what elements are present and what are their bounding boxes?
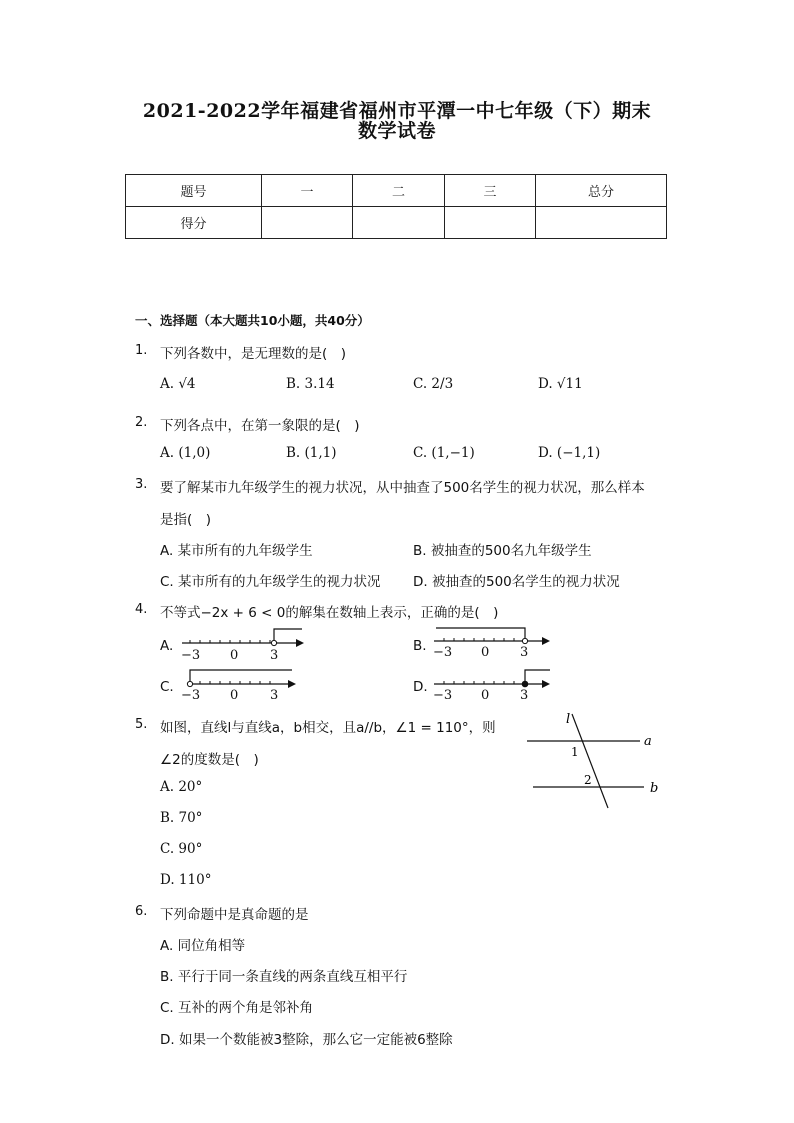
option-b: B. (1,1): [286, 445, 337, 461]
angle-2-label: 2: [584, 773, 592, 787]
option-d: D. 被抽查的500名学生的视力状况: [413, 574, 620, 590]
option-c: C. 互补的两个角是邻补角: [160, 1000, 314, 1016]
option-a: A. 20°: [160, 779, 203, 795]
label-b: b: [650, 781, 659, 796]
option-b: B. 被抽查的500名九年级学生: [413, 543, 592, 559]
table-cell: 得分: [126, 207, 262, 239]
option-c: C. 90°: [160, 841, 203, 857]
axis-label: 0: [481, 688, 490, 703]
page-title: 2021-2022学年福建省福州市平潭一中七年级（下）期末: [142, 100, 652, 122]
option-d: D. (−1,1): [538, 445, 601, 461]
option-b: B. 3.14: [286, 376, 335, 392]
option-d: D.: [413, 679, 428, 695]
option-a: A. (1,0): [160, 445, 211, 461]
table-cell: [353, 207, 445, 239]
option-b: B. 平行于同一条直线的两条直线互相平行: [160, 969, 408, 985]
question-text: 不等式−2x + 6 < 0的解集在数轴上表示，正确的是( ): [160, 605, 499, 621]
table-row: [126, 207, 667, 239]
option-d: D. 110°: [160, 872, 212, 888]
axis-label: −3: [433, 645, 453, 660]
axis-label: 3: [270, 688, 279, 703]
question-text: 要了解某市九年级学生的视力状况，从中抽查了500名学生的视力状况，那么样本: [160, 480, 645, 496]
question-number: 6.: [135, 904, 148, 919]
question-text: 下列各点中，在第一象限的是( ): [160, 418, 360, 434]
table-cell: [536, 207, 667, 239]
axis-label: 0: [481, 645, 490, 660]
axis-label: 0: [230, 648, 239, 663]
axis-label: −3: [181, 688, 201, 703]
angle-1-label: 1: [571, 745, 579, 759]
table-cell: 题号: [126, 175, 262, 207]
label-l: l: [566, 712, 571, 727]
question-number: 5.: [135, 717, 148, 732]
question-number: 2.: [135, 415, 148, 430]
axis-label: −3: [181, 648, 201, 663]
question-text: 下列命题中是真命题的是: [160, 907, 309, 923]
axis-label: 3: [270, 648, 279, 663]
table-cell: [445, 207, 536, 239]
table-cell: [262, 207, 353, 239]
question-number: 4.: [135, 602, 148, 617]
axis-label: 3: [520, 645, 529, 660]
option-d: D. √11: [538, 376, 583, 392]
table-row: [126, 175, 667, 207]
question-text-cont: 是指( ): [160, 512, 212, 528]
option-a: A.: [160, 638, 174, 654]
table-cell: 总分: [536, 175, 667, 207]
question-text: 如图，直线l与直线a，b相交，且a//b，∠1 = 110°，则: [160, 720, 496, 736]
axis-label: 0: [230, 688, 239, 703]
score-table: [125, 174, 667, 239]
table-cell: 二: [353, 175, 445, 207]
option-a: A. 同位角相等: [160, 938, 246, 954]
axis-label: 3: [520, 688, 529, 703]
option-b: B.: [413, 638, 427, 654]
table-cell: 一: [262, 175, 353, 207]
parallel-lines-figure: [520, 708, 670, 812]
table-cell: 三: [445, 175, 536, 207]
question-text-cont: ∠2的度数是( ): [160, 752, 259, 768]
option-c: C. 某市所有的九年级学生的视力状况: [160, 574, 381, 590]
question-number: 3.: [135, 477, 148, 492]
option-c: C. (1,−1): [413, 445, 475, 461]
question-text: 下列各数中，是无理数的是( ): [160, 346, 347, 362]
section-heading: 一、选择题（本大题共10小题，共40分）: [135, 313, 370, 328]
question-number: 1.: [135, 343, 148, 358]
option-c: C.: [160, 679, 174, 695]
option-a: A. 某市所有的九年级学生: [160, 543, 313, 559]
option-b: B. 70°: [160, 810, 203, 826]
option-c: C. 2/3: [413, 376, 454, 392]
option-a: A. √4: [160, 376, 196, 392]
option-d: D. 如果一个数能被3整除，那么它一定能被6整除: [160, 1032, 453, 1048]
label-a: a: [644, 734, 652, 749]
axis-label: −3: [433, 688, 453, 703]
page-subtitle: 数学试卷: [357, 120, 436, 142]
